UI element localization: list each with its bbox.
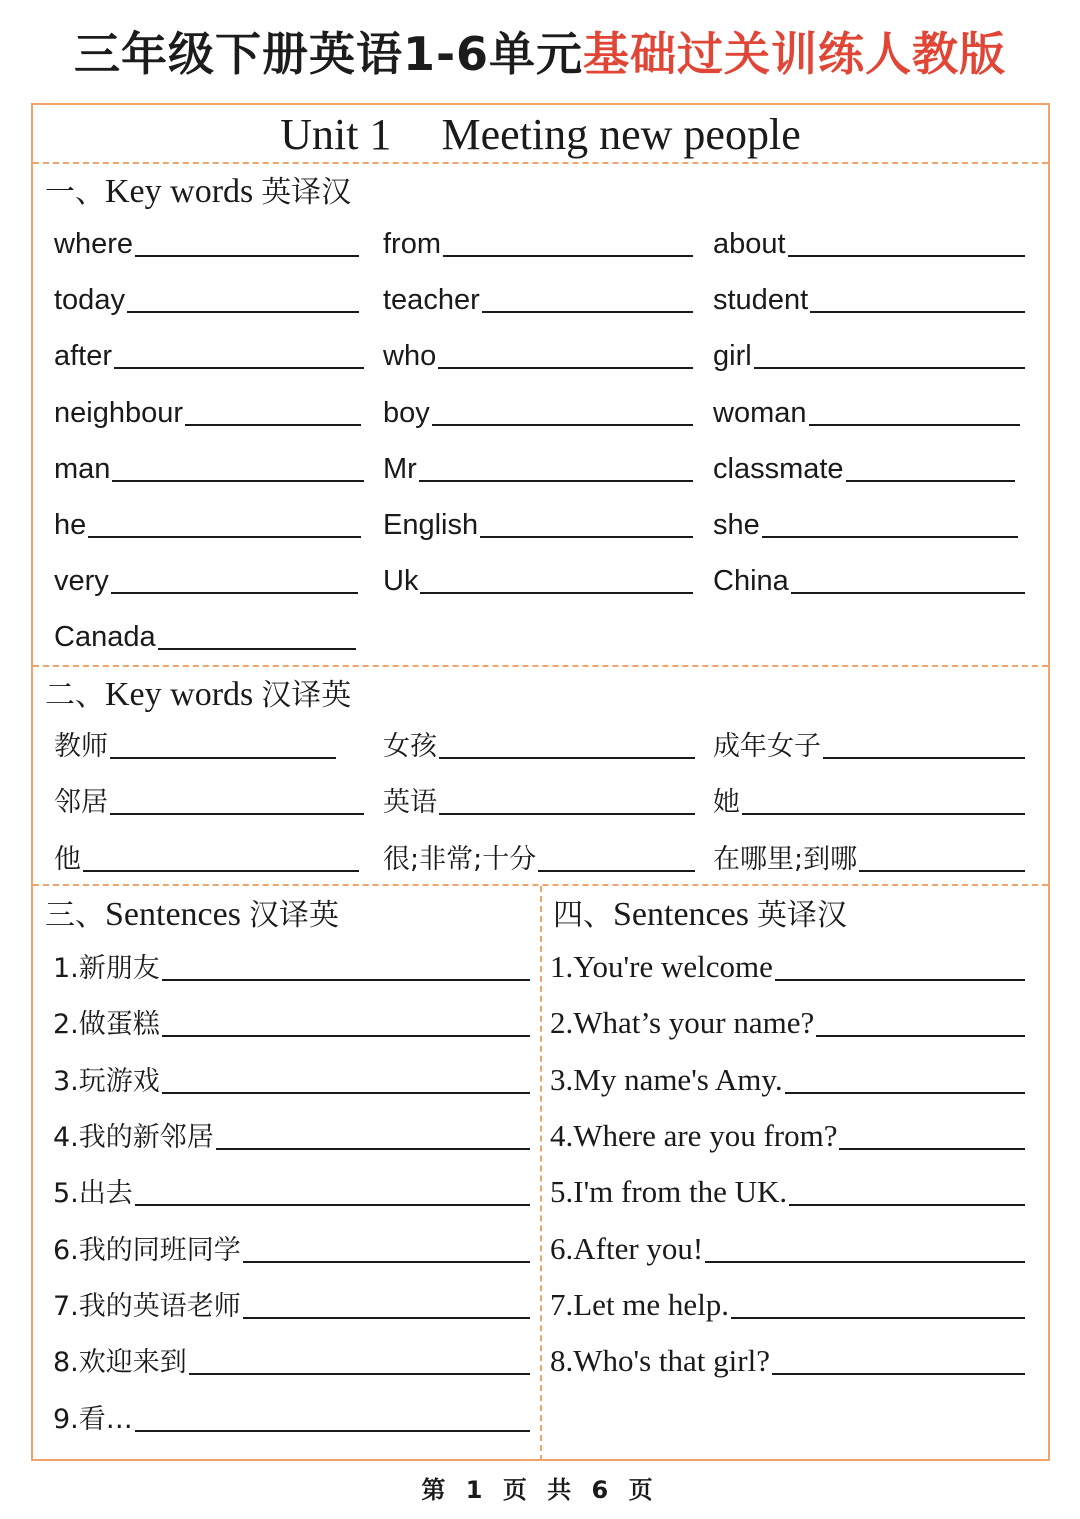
sentence-item[interactable]: 4.Where are you from? bbox=[550, 1114, 1025, 1154]
word-item[interactable]: 女孩 bbox=[383, 723, 695, 763]
section1-heading: 一、Key words 英译汉 bbox=[45, 173, 352, 210]
sentence-item[interactable]: 8.欢迎来到 bbox=[53, 1339, 530, 1379]
sentence-item[interactable]: 2.What’s your name? bbox=[550, 1001, 1025, 1041]
unit-name: Meeting new people bbox=[441, 110, 801, 159]
unit-number: Unit 1 bbox=[280, 110, 392, 159]
divider bbox=[33, 665, 1048, 667]
word-item[interactable]: 很;非常;十分 bbox=[383, 836, 695, 876]
word-item[interactable]: man bbox=[54, 446, 364, 486]
word-item[interactable]: 邻居 bbox=[54, 779, 364, 819]
word-item[interactable]: very bbox=[54, 558, 358, 598]
word-item[interactable]: Canada bbox=[54, 614, 356, 654]
word-item[interactable]: woman bbox=[713, 390, 1020, 430]
word-item[interactable]: today bbox=[54, 277, 359, 317]
sentence-item[interactable]: 9.看… bbox=[53, 1396, 530, 1436]
unit-title bbox=[33, 109, 1048, 160]
sentence-item[interactable]: 4.我的新邻居 bbox=[53, 1114, 530, 1154]
word-item[interactable]: 在哪里;到哪 bbox=[713, 836, 1025, 876]
word-item[interactable]: English bbox=[383, 502, 693, 542]
sentence-item[interactable]: 7.我的英语老师 bbox=[53, 1283, 530, 1323]
word-item[interactable]: about bbox=[713, 221, 1025, 261]
column-divider bbox=[540, 886, 542, 1461]
word-item[interactable]: neighbour bbox=[54, 390, 361, 430]
sentence-item[interactable]: 8.Who's that girl? bbox=[550, 1339, 1025, 1379]
sentence-item[interactable]: 2.做蛋糕 bbox=[53, 1001, 530, 1041]
word-item[interactable]: student bbox=[713, 277, 1025, 317]
sentence-item[interactable]: 6.我的同班同学 bbox=[53, 1227, 530, 1267]
divider bbox=[33, 162, 1048, 164]
title-red: 基础过关训练人教版 bbox=[583, 27, 1007, 81]
worksheet bbox=[31, 103, 1050, 1461]
word-item[interactable]: who bbox=[383, 333, 693, 373]
sentence-item[interactable]: 5.出去 bbox=[53, 1170, 530, 1210]
word-item[interactable]: she bbox=[713, 502, 1018, 542]
word-item[interactable]: Uk bbox=[383, 558, 693, 598]
word-item[interactable]: 她 bbox=[713, 779, 1025, 819]
page-title bbox=[0, 18, 1080, 84]
sentence-item[interactable]: 3.玩游戏 bbox=[53, 1058, 530, 1098]
section4-heading: 四、Sentences 英译汉 bbox=[553, 896, 847, 933]
sentence-item[interactable]: 5.I'm from the UK. bbox=[550, 1170, 1025, 1210]
title-black: 三年级下册英语1-6单元 bbox=[73, 27, 584, 81]
word-item[interactable]: he bbox=[54, 502, 361, 542]
word-item[interactable]: classmate bbox=[713, 446, 1015, 486]
sentence-item[interactable]: 1.新朋友 bbox=[53, 945, 530, 985]
sentence-item[interactable]: 1.You're welcome bbox=[550, 945, 1025, 985]
word-item[interactable]: 英语 bbox=[383, 779, 695, 819]
word-item[interactable]: 他 bbox=[54, 836, 359, 876]
word-item[interactable]: from bbox=[383, 221, 693, 261]
section2-heading: 二、Key words 汉译英 bbox=[45, 676, 352, 713]
sentence-item[interactable]: 7.Let me help. bbox=[550, 1283, 1025, 1323]
section3-heading: 三、Sentences 汉译英 bbox=[45, 896, 339, 933]
word-item[interactable]: after bbox=[54, 333, 364, 373]
sentence-item[interactable]: 6.After you! bbox=[550, 1227, 1025, 1267]
word-item[interactable]: 成年女子 bbox=[713, 723, 1025, 763]
word-item[interactable]: Mr bbox=[383, 446, 693, 486]
word-item[interactable]: China bbox=[713, 558, 1025, 598]
word-item[interactable]: teacher bbox=[383, 277, 693, 317]
sentence-item[interactable]: 3.My name's Amy. bbox=[550, 1058, 1025, 1098]
word-item[interactable]: boy bbox=[383, 390, 693, 430]
word-item[interactable]: where bbox=[54, 221, 359, 261]
word-item[interactable]: girl bbox=[713, 333, 1025, 373]
word-item[interactable]: 教师 bbox=[54, 723, 336, 763]
page-footer: 第 1 页 共 6 页 bbox=[421, 1476, 659, 1504]
